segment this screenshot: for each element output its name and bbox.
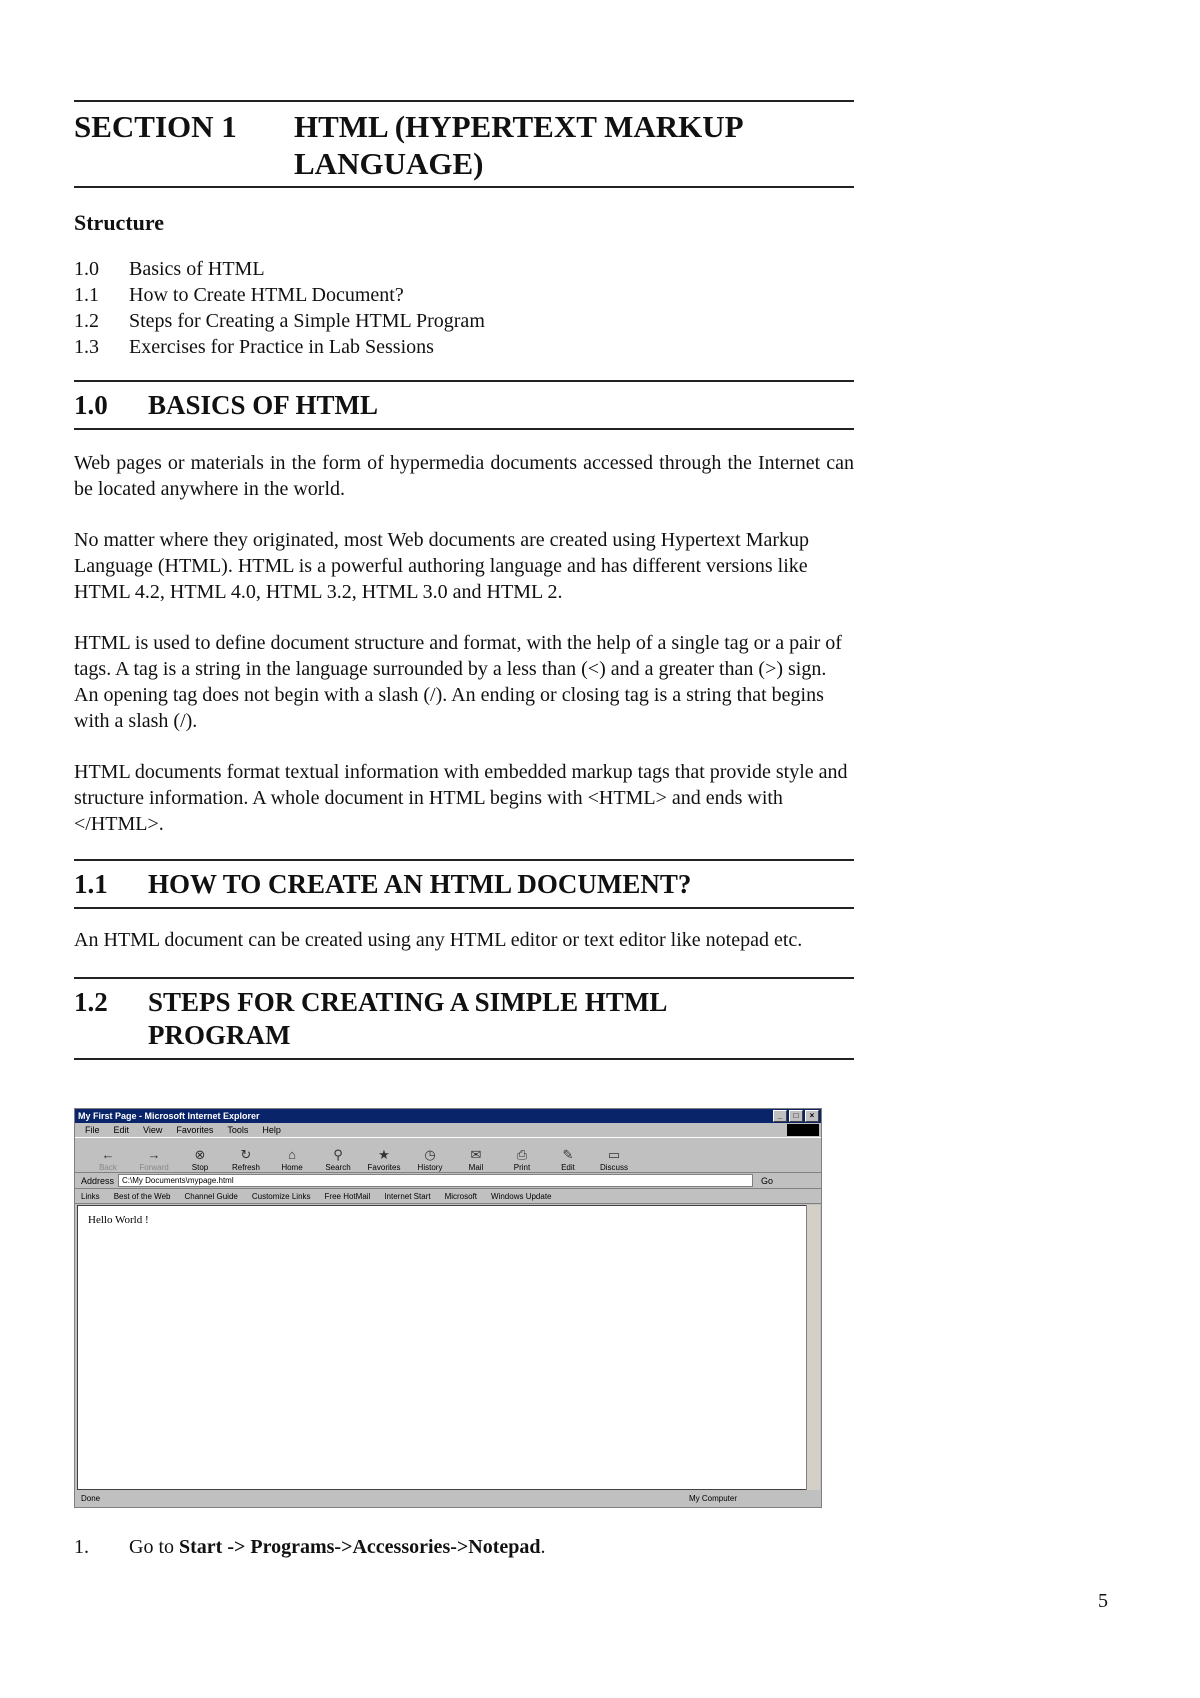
forward-icon: → (147, 1147, 161, 1162)
heading-title-line1: STEPS FOR CREATING A SIMPLE HTML (148, 987, 668, 1017)
toc-label: Basics of HTML (129, 258, 265, 280)
back-label: Back (99, 1163, 117, 1172)
browser-menu-bar (75, 1123, 821, 1137)
paragraph: No matter where they originated, most Web documents are created using Hypertext Markup Language (HTML). HTML is a powerful authoring language and has different versions like HTML 4.2, HTML 4.0, HTML 3.2, HTML 3.0 and HTML 2. (74, 529, 810, 603)
mail-icon: ✉ (470, 1147, 482, 1162)
discuss-label: Discuss (599, 1163, 628, 1172)
stop-icon: ⊗ (194, 1147, 206, 1162)
refresh-button[interactable] (223, 1147, 269, 1172)
refresh-label: Refresh (231, 1163, 260, 1172)
section-title-line2: LANGUAGE) (294, 146, 484, 181)
edit-button[interactable] (545, 1147, 591, 1172)
home-icon: ⌂ (288, 1147, 296, 1162)
browser-toolbar (75, 1137, 821, 1173)
print-button[interactable] (499, 1147, 545, 1172)
section-title-line1: HTML (HYPERTEXT MARKUP (294, 109, 744, 144)
back-icon: ← (101, 1147, 115, 1162)
forward-label: Forward (139, 1163, 169, 1172)
heading-title (148, 986, 667, 1052)
document-page (74, 100, 854, 1060)
edit-icon: ✎ (562, 1147, 574, 1162)
menu-favorites[interactable]: Favorites (176, 1125, 214, 1135)
status-bar (77, 1491, 819, 1505)
toc-num: 1.2 (74, 310, 99, 332)
page-number: 5 (1098, 1590, 1108, 1612)
stop-label: Stop (191, 1163, 209, 1172)
step-number: 1. (74, 1536, 89, 1558)
step-text-suffix: . (540, 1536, 546, 1558)
section-rule (74, 186, 854, 188)
section-number: SECTION 1 (74, 109, 237, 144)
page-content-text: Hello World ! (88, 1214, 149, 1226)
print-label: Print (513, 1163, 531, 1172)
toc-label: How to Create HTML Document? (129, 284, 404, 306)
print-icon: ⎙ (516, 1147, 528, 1162)
list-item (74, 308, 854, 334)
link-item[interactable]: Internet Start (384, 1191, 431, 1201)
history-label: History (417, 1163, 443, 1172)
stop-button[interactable] (177, 1147, 223, 1172)
discuss-icon: ▭ (607, 1147, 621, 1162)
favorites-label: Favorites (367, 1163, 401, 1172)
heading-title: HOW TO CREATE AN HTML DOCUMENT? (148, 869, 692, 899)
step-text (129, 1536, 546, 1559)
structure-heading: Structure (74, 210, 165, 235)
back-button[interactable] (85, 1147, 131, 1172)
heading-title-line2: PROGRAM (148, 1020, 291, 1050)
address-label: Address (81, 1175, 115, 1186)
favorites-icon: ★ (378, 1147, 390, 1162)
mail-button[interactable] (453, 1147, 499, 1172)
home-label: Home (281, 1163, 303, 1172)
structure-list (74, 256, 854, 360)
step-text-prefix: Go to (129, 1536, 179, 1558)
browser-title: My First Page - Microsoft Internet Explorer (78, 1111, 260, 1121)
heading-number: 1.1 (74, 869, 108, 899)
toc-num: 1.1 (74, 284, 99, 306)
mail-label: Mail (468, 1163, 484, 1172)
section-title (294, 108, 854, 182)
paragraph: Web pages or materials in the form of hypermedia documents accessed through the Internet can be located anywhere in the world. (74, 452, 854, 500)
history-icon: ◷ (424, 1147, 436, 1162)
heading-1-2 (74, 979, 854, 1058)
paragraph: An HTML document can be created using any HTML editor or text editor like notepad etc. (74, 929, 803, 951)
go-button[interactable]: Go (761, 1175, 774, 1186)
status-text: Done (81, 1493, 101, 1503)
zone-text: My Computer (689, 1493, 738, 1503)
heading-1-0 (74, 382, 854, 428)
close-icon[interactable]: × (805, 1110, 819, 1122)
toc-num: 1.0 (74, 258, 99, 280)
list-item (74, 282, 854, 308)
link-item[interactable]: Channel Guide (184, 1191, 238, 1201)
list-item (74, 256, 854, 282)
search-icon: ⚲ (333, 1147, 343, 1162)
list-item (74, 334, 854, 360)
link-item[interactable]: Windows Update (491, 1191, 552, 1201)
link-item[interactable]: Free HotMail (324, 1191, 371, 1201)
discuss-button[interactable] (591, 1147, 637, 1172)
links-label: Links (81, 1191, 100, 1201)
section-header (74, 102, 854, 186)
toc-num: 1.3 (74, 336, 99, 358)
toc-label: Steps for Creating a Simple HTML Program (129, 310, 485, 332)
link-item[interactable]: Best of the Web (113, 1191, 171, 1201)
menu-help[interactable]: Help (262, 1125, 281, 1135)
browser-screenshot (74, 1108, 822, 1508)
step-text-bold: Start -> Programs->Accessories->Notepad (179, 1536, 541, 1558)
browser-title-bar (75, 1109, 821, 1123)
history-button[interactable] (407, 1147, 453, 1172)
search-button[interactable] (315, 1147, 361, 1172)
home-button[interactable] (269, 1147, 315, 1172)
link-item[interactable]: Customize Links (251, 1191, 311, 1201)
address-bar (75, 1173, 821, 1189)
paragraph: HTML documents format textual information with embedded markup tags that provide style and structure information. A whole document in HTML begins with <HTML> and ends with </HTML>. (74, 761, 848, 835)
edit-label: Edit (561, 1163, 575, 1172)
menu-view[interactable]: View (143, 1125, 163, 1135)
windows-logo-icon (787, 1124, 819, 1136)
menu-edit[interactable]: Edit (113, 1125, 130, 1135)
maximize-icon[interactable]: □ (789, 1110, 803, 1122)
heading-title: BASICS OF HTML (148, 390, 379, 420)
favorites-button[interactable] (361, 1147, 407, 1172)
heading-number: 1.0 (74, 390, 108, 420)
paragraph: HTML is used to define document structure and format, with the help of a single tag or a pair of tags. A tag is a string in the language surrounded by a less than (<) and a greater than (>) sign. An opening tag does not begin with a slash (/). An ending or closing tag is a string that begins with a slash (/). (74, 632, 842, 732)
step-1 (74, 1536, 546, 1559)
search-label: Search (325, 1163, 351, 1172)
heading-1-1 (74, 861, 854, 907)
scrollbar[interactable] (806, 1205, 820, 1490)
links-bar (75, 1189, 821, 1204)
refresh-icon: ↻ (240, 1147, 252, 1162)
browser-content (77, 1205, 807, 1490)
toc-label: Exercises for Practice in Lab Sessions (129, 336, 434, 358)
menu-file[interactable]: File (85, 1125, 100, 1135)
forward-button[interactable] (131, 1147, 177, 1172)
heading-number: 1.2 (74, 987, 108, 1017)
heading-rule (74, 1058, 854, 1060)
menu-tools[interactable]: Tools (227, 1125, 249, 1135)
link-item[interactable]: Microsoft (444, 1191, 478, 1201)
address-input[interactable]: C:\My Documents\mypage.html (118, 1174, 753, 1187)
minimize-icon[interactable]: _ (773, 1110, 787, 1122)
